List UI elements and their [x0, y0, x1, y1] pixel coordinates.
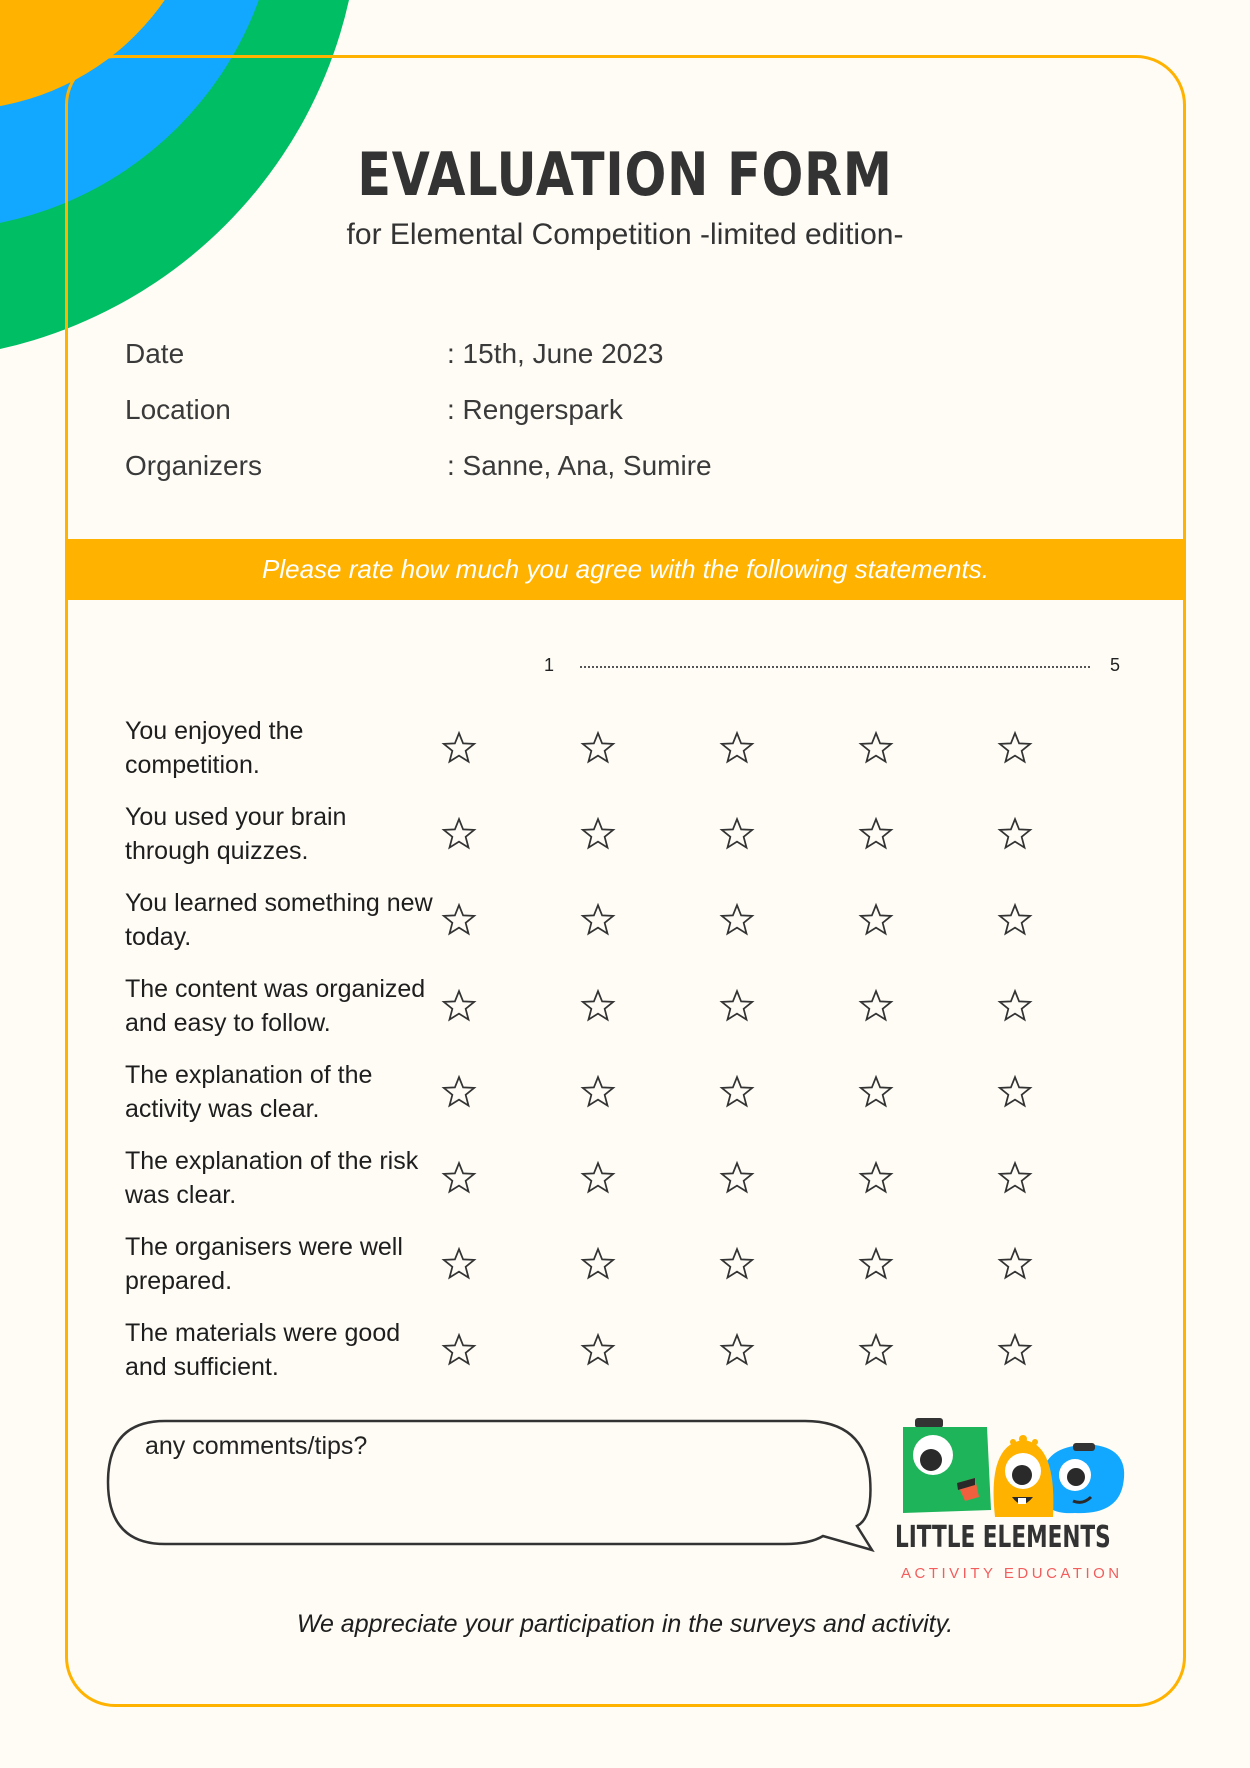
star-rating: [440, 901, 1135, 939]
instruction-text: Please rate how much you agree with the following statements.: [262, 554, 989, 584]
star-outline-icon[interactable]: [440, 1245, 579, 1283]
star-outline-icon[interactable]: [996, 1331, 1135, 1369]
star-outline-icon[interactable]: [579, 815, 718, 853]
star-outline-icon[interactable]: [857, 729, 996, 767]
star-rating: [440, 1245, 1135, 1283]
info-row-location: [125, 394, 712, 450]
star-outline-icon[interactable]: [996, 1159, 1135, 1197]
scale-max-label: 5: [1109, 655, 1120, 675]
star-outline-icon[interactable]: [718, 1331, 857, 1369]
statement-list: [125, 705, 1135, 1393]
star-rating: [440, 1159, 1135, 1197]
statement-row: [125, 1307, 1135, 1393]
star-outline-icon[interactable]: [718, 1245, 857, 1283]
info-value: : 15th, June 2023: [447, 338, 664, 369]
star-outline-icon[interactable]: [579, 1331, 718, 1369]
statement-row: [125, 963, 1135, 1049]
statement-row: [125, 705, 1135, 791]
star-outline-icon[interactable]: [440, 1073, 579, 1111]
statement-row: [125, 791, 1135, 877]
star-outline-icon[interactable]: [579, 1245, 718, 1283]
star-rating: [440, 729, 1135, 767]
info-row-organizers: [125, 450, 712, 506]
star-outline-icon[interactable]: [718, 1159, 857, 1197]
info-value: : Sanne, Ana, Sumire: [447, 450, 712, 481]
statement-row: [125, 1135, 1135, 1221]
statement-text: The explanation of the activity was clear.: [125, 1061, 373, 1123]
monsters-mascot-icon: [895, 1405, 1135, 1525]
star-outline-icon[interactable]: [579, 1159, 718, 1197]
star-outline-icon[interactable]: [440, 1331, 579, 1369]
star-outline-icon[interactable]: [718, 815, 857, 853]
star-outline-icon[interactable]: [579, 729, 718, 767]
footer-note: We appreciate your participation in the surveys and activity.: [296, 1610, 954, 1638]
statement-text: The materials were good and sufficient.: [125, 1319, 401, 1381]
statement-text: The organisers were well prepared.: [125, 1233, 403, 1295]
star-outline-icon[interactable]: [440, 729, 579, 767]
star-outline-icon[interactable]: [718, 1073, 857, 1111]
star-outline-icon[interactable]: [579, 901, 718, 939]
star-outline-icon[interactable]: [440, 815, 579, 853]
scale-min-label: 1: [544, 655, 555, 675]
info-value: : Rengerspark: [447, 394, 623, 425]
star-outline-icon[interactable]: [718, 729, 857, 767]
star-rating: [440, 1073, 1135, 1111]
star-outline-icon[interactable]: [996, 729, 1135, 767]
star-outline-icon[interactable]: [996, 815, 1135, 853]
star-outline-icon[interactable]: [996, 987, 1135, 1025]
info-label: Organizers: [125, 450, 262, 481]
star-outline-icon[interactable]: [857, 987, 996, 1025]
event-info: [125, 338, 712, 506]
logo-tagline: ACTIVITY EDUCATION: [901, 1565, 1123, 1582]
star-outline-icon[interactable]: [857, 1245, 996, 1283]
page-subtitle: for Elemental Competition -limited edition-: [346, 218, 904, 251]
info-label: Date: [125, 338, 185, 369]
star-outline-icon[interactable]: [996, 1245, 1135, 1283]
star-rating: [440, 987, 1135, 1025]
comments-box[interactable]: [105, 1418, 875, 1553]
statement-row: [125, 1049, 1135, 1135]
info-row-date: [125, 338, 712, 394]
scale-dotted-line: [580, 666, 1090, 668]
star-outline-icon[interactable]: [996, 1073, 1135, 1111]
star-outline-icon[interactable]: [857, 1331, 996, 1369]
star-outline-icon[interactable]: [579, 1073, 718, 1111]
star-outline-icon[interactable]: [440, 1159, 579, 1197]
star-rating: [440, 1331, 1135, 1369]
comments-label: any comments/tips?: [145, 1432, 368, 1460]
page-title: EVALUATION FORM: [357, 140, 893, 210]
star-outline-icon[interactable]: [718, 901, 857, 939]
statement-text: The content was organized and easy to follow.: [125, 975, 426, 1037]
star-rating: [440, 815, 1135, 853]
star-outline-icon[interactable]: [857, 901, 996, 939]
statement-row: [125, 1221, 1135, 1307]
little-elements-logo: [895, 1405, 1135, 1585]
statement-text: You learned something new today.: [125, 889, 433, 951]
statement-text: The explanation of the risk was clear.: [125, 1147, 419, 1209]
star-outline-icon[interactable]: [857, 1073, 996, 1111]
star-outline-icon[interactable]: [857, 815, 996, 853]
logo-name: LITTLE ELEMENTS: [895, 1520, 1111, 1555]
statement-text: You enjoyed the competition.: [125, 717, 304, 779]
info-label: Location: [125, 394, 231, 425]
rating-scale: [540, 655, 1120, 679]
star-outline-icon[interactable]: [440, 987, 579, 1025]
statement-row: [125, 877, 1135, 963]
star-outline-icon[interactable]: [996, 901, 1135, 939]
star-outline-icon[interactable]: [440, 901, 579, 939]
star-outline-icon[interactable]: [857, 1159, 996, 1197]
star-outline-icon[interactable]: [718, 987, 857, 1025]
statement-text: You used your brain through quizzes.: [125, 803, 347, 865]
star-outline-icon[interactable]: [579, 987, 718, 1025]
instruction-banner: [66, 539, 1185, 600]
